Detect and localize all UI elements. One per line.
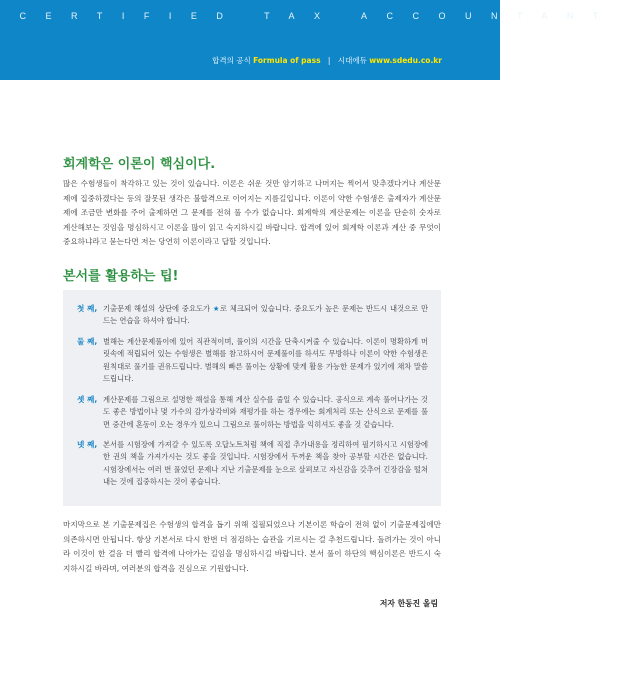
section-paragraph-accounting-theory: 많은 수험생들이 착각하고 있는 것이 있습니다. 이론은 쉬운 것만 암기하고 나머지는 찍어서 맞추겠다거나 계산문제에 집중하겠다는 등의 잘못된 생각은 불합격으로 이어지는 지름길입니다. 이론이 약한 수험생은 출제자가 계산문제에 조금만 변화를 주어 출제하면 그 문제를 전혀 풀 수가 없습니다. 회계학의 계산문제는 이론을 단순히 숫자로 계산해보는 것임을 명심하시고 이론을 많이 읽고 숙지하시길 바랍니다. 합격에 있어 회계학 이론과 계산 중 무엇이 중요하냐라고 묻는다면 저는 당연히 이론이라고 답할 것입니다.: [63, 179, 441, 247]
tip-text: [103, 303, 428, 328]
author-signature: 저자 한동진 올림: [379, 599, 438, 608]
star-icon: ★: [212, 304, 220, 313]
publisher-prefix: 시대에듀: [337, 56, 367, 65]
tips-box: [63, 290, 441, 506]
tip-label: 넷 째,: [77, 440, 98, 449]
section-title-accounting-theory: 회계학은 이론이 핵심이다.: [63, 157, 216, 172]
tip-label: 셋 째,: [77, 395, 98, 404]
header-tagline: [212, 55, 442, 66]
publisher-url-link[interactable]: www.sdedu.co.kr: [369, 56, 442, 65]
tagline-prefix: 합격의 공식: [212, 56, 251, 65]
tip-text-part: 로 체크되어 있습니다. 중요도가 높은 문제는 반드시 내것으로 만드는 연습을 하셔야 합니다.: [103, 304, 428, 326]
tagline-highlight: Formula of pass: [253, 56, 321, 65]
tip-text: 계산문제를 그림으로 설명한 해설을 통해 계산 실수를 줄일 수 있습니다. 공식으로 계속 풀어나가는 것도 좋은 방법이나 몇 가수의 감가상각비와 재평가를 하는 경우에는 회계처리 또는 산식으로 문제를 풀면 중간에 혼동이 오는 경우가 있으니 그림으로 풀이하는 방법을 익히셔도 좋을 것 같습니다.: [103, 395, 428, 429]
section-title-book-tips: 본서를 활용하는 팁!: [63, 269, 179, 284]
tip-label: 첫 째,: [77, 304, 98, 313]
tip-text: 별해는 계산문제풀이에 있어 직관적이며, 풀이의 시간을 단축시켜줄 수 있습니다. 이론이 명확하게 머릿속에 적립되어 있는 수험생은 별해를 참고하시어 문제풀이를 하셔도 무방하나 이론이 약한 수험생은 원칙대로 풀기를 권유드립니다. 별해의 빠른 풀이는 상황에 맞게 활용 가능한 문제가 있기에 채차 말씀드립니다.: [103, 337, 428, 384]
header-title: CERTIFIED TAX ACCOUNTANT: [19, 11, 618, 21]
tip-label: 둘 째,: [77, 337, 98, 346]
closing-paragraph: 마지막으로 본 기출문제집은 수험생의 합격을 돕기 위해 집필되었으나 기본이론 학습이 전혀 없이 기출문제집에만 의존하시면 안됩니다. 항상 기본서로 다시 한번 더 점검하는 습관을 기르시는 걸 추천드립니다. 돌려가는 것이 아니라 이것이 한 걸음 더 빨리 합격에 나아가는 길임을 명심하시길 바랍니다. 본서 풀이 하단의 핵심이론은 반드시 숙지하시길 바라며, 여러분의 합격을 진심으로 기원합니다.: [63, 520, 441, 573]
tip-text-part: 기출문제 해설의 상단에 중요도가: [103, 304, 213, 313]
tip-text: 본서를 시험장에 가져갈 수 있도록 오답노트처럼 책에 직접 추가내용을 정리하여 필기하시고 시험장에 한 권의 책을 가져가시는 것도 좋을 것입니다. 시험장에서 두꺼운 책을 찾아 공부할 시간은 없습니다. 시험장에서는 여러 번 풀었던 문제나 지난 기출문제를 눈으로 살펴보고 자신감을 갖추어 긴장감을 떨쳐내는 것에 집중하시는 것이 좋습니다.: [103, 440, 428, 487]
tagline-divider: |: [327, 56, 331, 65]
page-header: [0, 0, 618, 80]
